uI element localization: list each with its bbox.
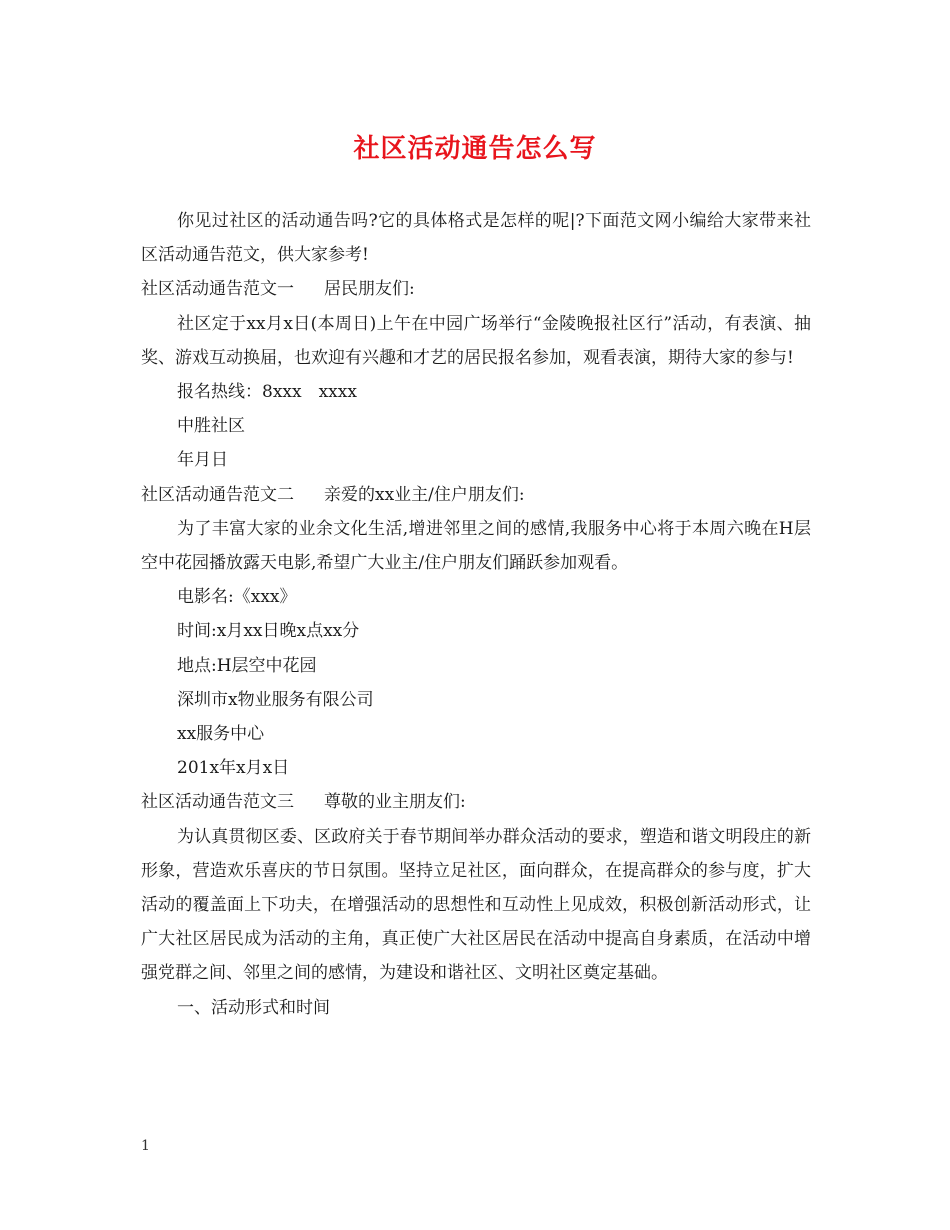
sample3-heading: 社区活动通告范文三 [141, 792, 294, 813]
sample3-body: 为认真贯彻区委、区政府关于春节期间举办群众活动的要求，塑造和谐文明段庄的新形象，营造欢乐喜庆的节日氛围。坚持立足社区，面向群众，在提高群众的参与度，扩大活动的覆盖面上下功夫，在增强活动的思想性和互动性上见成效，积极创新活动形式，让广大社区居民成为活动的主角，真正使广大社区居民在活动中提高自身素质，在活动中增强党群之间、邻里之间的感情，为建设和谐社区、文明社区奠定基础。 [141, 826, 811, 984]
sample1-heading-line [141, 272, 811, 306]
sample3-salutation: 尊敬的业主朋友们: [324, 792, 466, 813]
sample2-place: 地点:H层空中花园 [177, 655, 317, 676]
sample1-body: 社区定于xx月x日(本周日)上午在中园广场举行“金陵晚报社区行”活动，有表演、抽奖、游戏互动换届，也欢迎有兴趣和才艺的居民报名参加，观看表演，期待大家的参与! [141, 313, 811, 368]
intro-paragraph: 你见过社区的活动通告吗?它的具体格式是怎样的呢|?下面范文网小编给大家带来社区活动通告范文，供大家参考! [141, 211, 811, 266]
document-title: 社区活动通告怎么写 [353, 134, 597, 164]
document-body [141, 204, 811, 1025]
sample2-heading: 社区活动通告范文二 [141, 484, 294, 505]
sample1-heading: 社区活动通告范文一 [141, 279, 294, 300]
sample1-salutation: 居民朋友们: [324, 279, 415, 300]
sample2-center: xx服务中心 [177, 724, 265, 745]
sample2-company: 深圳市x物业服务有限公司 [177, 689, 374, 710]
sample3-section1-heading: 一、活动形式和时间 [177, 997, 330, 1018]
sample1-signer: 中胜社区 [177, 416, 245, 437]
sample2-date: 201x年x月x日 [177, 758, 290, 779]
sample3-heading-line [141, 785, 811, 819]
sample1-hotline: 报名热线：8xxx xxxx [177, 382, 357, 403]
sample2-time: 时间:x月xx日晚x点xx分 [177, 621, 360, 642]
sample2-salutation: 亲爱的xx业主/住户朋友们: [324, 484, 525, 505]
sample2-body: 为了丰富大家的业余文化生活,增进邻里之间的感情,我服务中心将于本周六晚在H层空中花园播放露天电影,希望广大业主/住户朋友们踊跃参加观看。 [141, 518, 811, 574]
sample2-heading-line [141, 478, 811, 512]
page-number: 1 [141, 1138, 150, 1154]
sample1-date: 年月日 [177, 450, 228, 471]
sample2-movie: 电影名:《xxx》 [177, 587, 297, 608]
